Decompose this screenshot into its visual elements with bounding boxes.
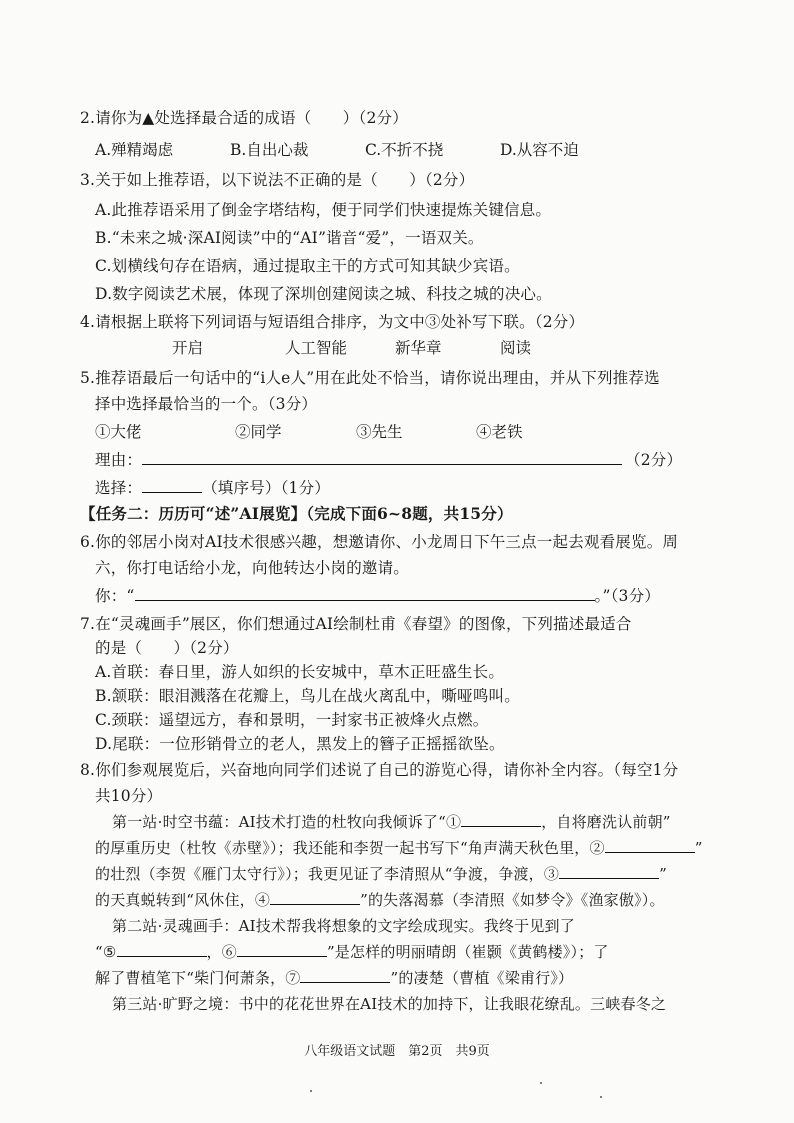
- q8-para5: 第二站·灵魂画手：AI技术帮我将想象的文字绘成现实。我终于见到了: [112, 917, 575, 935]
- q3-option-b: B.“未来之城·深AI阅读”中的“AI”谐音“爱”，一语双关。: [95, 229, 484, 247]
- q8-blank-5[interactable]: [117, 942, 207, 957]
- q4-word-1: 开启: [172, 339, 204, 357]
- q8-blank-4[interactable]: [270, 890, 360, 905]
- q8-para1: [112, 812, 671, 832]
- q8-blank-6[interactable]: [237, 942, 327, 957]
- q7-option-a: A.首联：春日里，游人如织的长安城中，草木正旺盛生长。: [95, 663, 505, 681]
- q4-word-2: 人工智能: [285, 339, 348, 357]
- q5-option-1: ①大佬: [95, 423, 142, 441]
- q8-blank-3[interactable]: [559, 864, 659, 879]
- q7-option-c: C.颈联：遥望远方，春和景明，一封家书正被烽火点燃。: [95, 711, 489, 729]
- q8-p1-b: ，自将磨洗认前朝”: [541, 813, 671, 831]
- q8-para2: [95, 838, 703, 858]
- q8-p2-a: 的厚重历史（杜牧《赤壁》）；我还能和李贺一起书写下“角声满天秋色里，②: [95, 839, 605, 857]
- q5-stem-line1: 5.推荐语最后一句话中的“i人e人”用在此处不恰当，请你说出理由，并从下列推荐选: [80, 369, 660, 387]
- q4-word-3: 新华章: [395, 339, 442, 357]
- q2-stem: 2.请你为▲处选择最合适的成语（ ）（2分）: [80, 109, 408, 127]
- q5-option-3: ③先生: [356, 423, 403, 441]
- q8-p4-a: 的天真蜕转到“风休住，④: [95, 891, 271, 909]
- q5-choice-blank[interactable]: [142, 478, 202, 493]
- q5-stem-line2: 择中选择最恰当的一个。（3分）: [95, 395, 318, 413]
- q6-line1: 6.你的邻居小岗对AI技术很感兴趣，想邀请你、小龙周日下午三点一起去观看展览。周: [80, 533, 679, 551]
- q5-choice-row: [95, 478, 330, 498]
- q7-option-d: D.尾联：一位形销骨立的老人，黑发上的簪子正摇摇欲坠。: [95, 735, 505, 753]
- q7-line1: 7.在“灵魂画手”展区，你们想通过AI绘制杜甫《春望》的图像，下列描述最适合: [80, 615, 632, 633]
- q8-line1: 8.你们参观展览后，兴奋地向同学们述说了自己的游览心得，请你补全内容。（每空1分: [80, 761, 679, 779]
- q8-p6-a: “⑤: [95, 943, 117, 961]
- q5-reason-label: 理由：: [95, 451, 143, 469]
- scan-speck: [540, 1082, 542, 1084]
- q8-p6-b: ，⑥: [206, 943, 237, 961]
- q6-answer-row: [95, 586, 660, 606]
- q3-option-a: A.此推荐语采用了倒金字塔结构，便于同学们快速提炼关键信息。: [95, 201, 552, 219]
- q5-choice-suffix: （填序号）（1分）: [202, 479, 331, 497]
- q6-answer-blank[interactable]: [135, 586, 595, 601]
- page-footer: 八年级语文试题 第2页 共9页: [304, 1044, 490, 1059]
- q8-para6: [95, 942, 609, 962]
- q5-reason-blank[interactable]: [142, 450, 622, 465]
- q8-p7-a: 解了曹植笔下“柴门何萧条，⑦: [95, 969, 301, 987]
- q8-blank-2[interactable]: [605, 838, 695, 853]
- q8-p1-a: 第一站·时空书蕴：AI技术打造的杜牧向我倾诉了“①: [112, 813, 462, 831]
- q8-blank-1[interactable]: [461, 812, 541, 827]
- q3-stem: 3.关于如上推荐语，以下说法不正确的是（ ）（2分）: [80, 171, 475, 189]
- q8-line2: 共10分）: [95, 787, 163, 805]
- q4-stem: 4.请根据上联将下列词语与短语组合排序，为文中③处补写下联。（2分）: [80, 313, 585, 331]
- q2-option-b: B.自出心裁: [230, 141, 309, 159]
- q8-p7-b: ”的凄楚（曹植《梁甫行》）: [390, 969, 574, 987]
- q8-para3: [95, 864, 667, 884]
- q8-para8: 第三站·旷野之境：书中的花花世界在AI技术的加持下，让我眼花缭乱。三峡春冬之: [112, 995, 667, 1013]
- q5-option-2: ②同学: [235, 423, 282, 441]
- q5-reason-row: [95, 450, 622, 470]
- q7-option-b: B.颔联：眼泪溅落在花瓣上，鸟儿在战火离乱中，嘶哑鸣叫。: [95, 687, 520, 705]
- q7-line2: 的是（ ）（2分）: [95, 639, 239, 657]
- q2-option-a: A.殚精竭虑: [95, 141, 174, 159]
- q3-option-d: D.数字阅读艺术展，体现了深圳创建阅读之城、科技之城的决心。: [95, 285, 552, 303]
- q4-word-4: 阅读: [500, 339, 532, 357]
- q8-para4: [95, 890, 665, 910]
- q5-option-4: ④老铁: [476, 423, 523, 441]
- q8-para7: [95, 968, 573, 988]
- q6-line2: 六，你打电话给小龙，向他转达小岗的邀请。: [95, 559, 410, 577]
- q2-option-c: C.不折不挠: [365, 141, 444, 159]
- scan-speck: [310, 1090, 312, 1092]
- q5-reason-score: （2分）: [625, 451, 683, 469]
- q8-p6-c: ”是怎样的明丽晴朗（崔颢《黄鹤楼》）；了: [326, 943, 609, 961]
- q3-option-c: C.划横线句存在语病，通过提取主干的方式可知其缺少宾语。: [95, 257, 520, 275]
- q8-p3-b: ”: [659, 865, 667, 883]
- q8-p3-a: 的壮烈（李贺《雁门太守行》）；我更见证了李清照从“争渡，争渡，③: [95, 865, 560, 883]
- q8-p2-b: ”: [694, 839, 703, 857]
- q6-answer-suffix: 。”（3分）: [594, 587, 661, 605]
- q8-blank-7[interactable]: [300, 968, 390, 983]
- scan-speck: [600, 1096, 602, 1098]
- task2-heading: 【任务二：历历可“述”AI展览】（完成下面6~8题，共15分）: [80, 504, 513, 523]
- q2-option-d: D.从容不迫: [500, 141, 579, 159]
- q5-choice-label: 选择：: [95, 479, 143, 497]
- q6-answer-prefix: 你：“: [95, 587, 135, 605]
- q8-p4-b: ”的失落渴慕（李清照《如梦令》《渔家傲》）。: [360, 891, 665, 909]
